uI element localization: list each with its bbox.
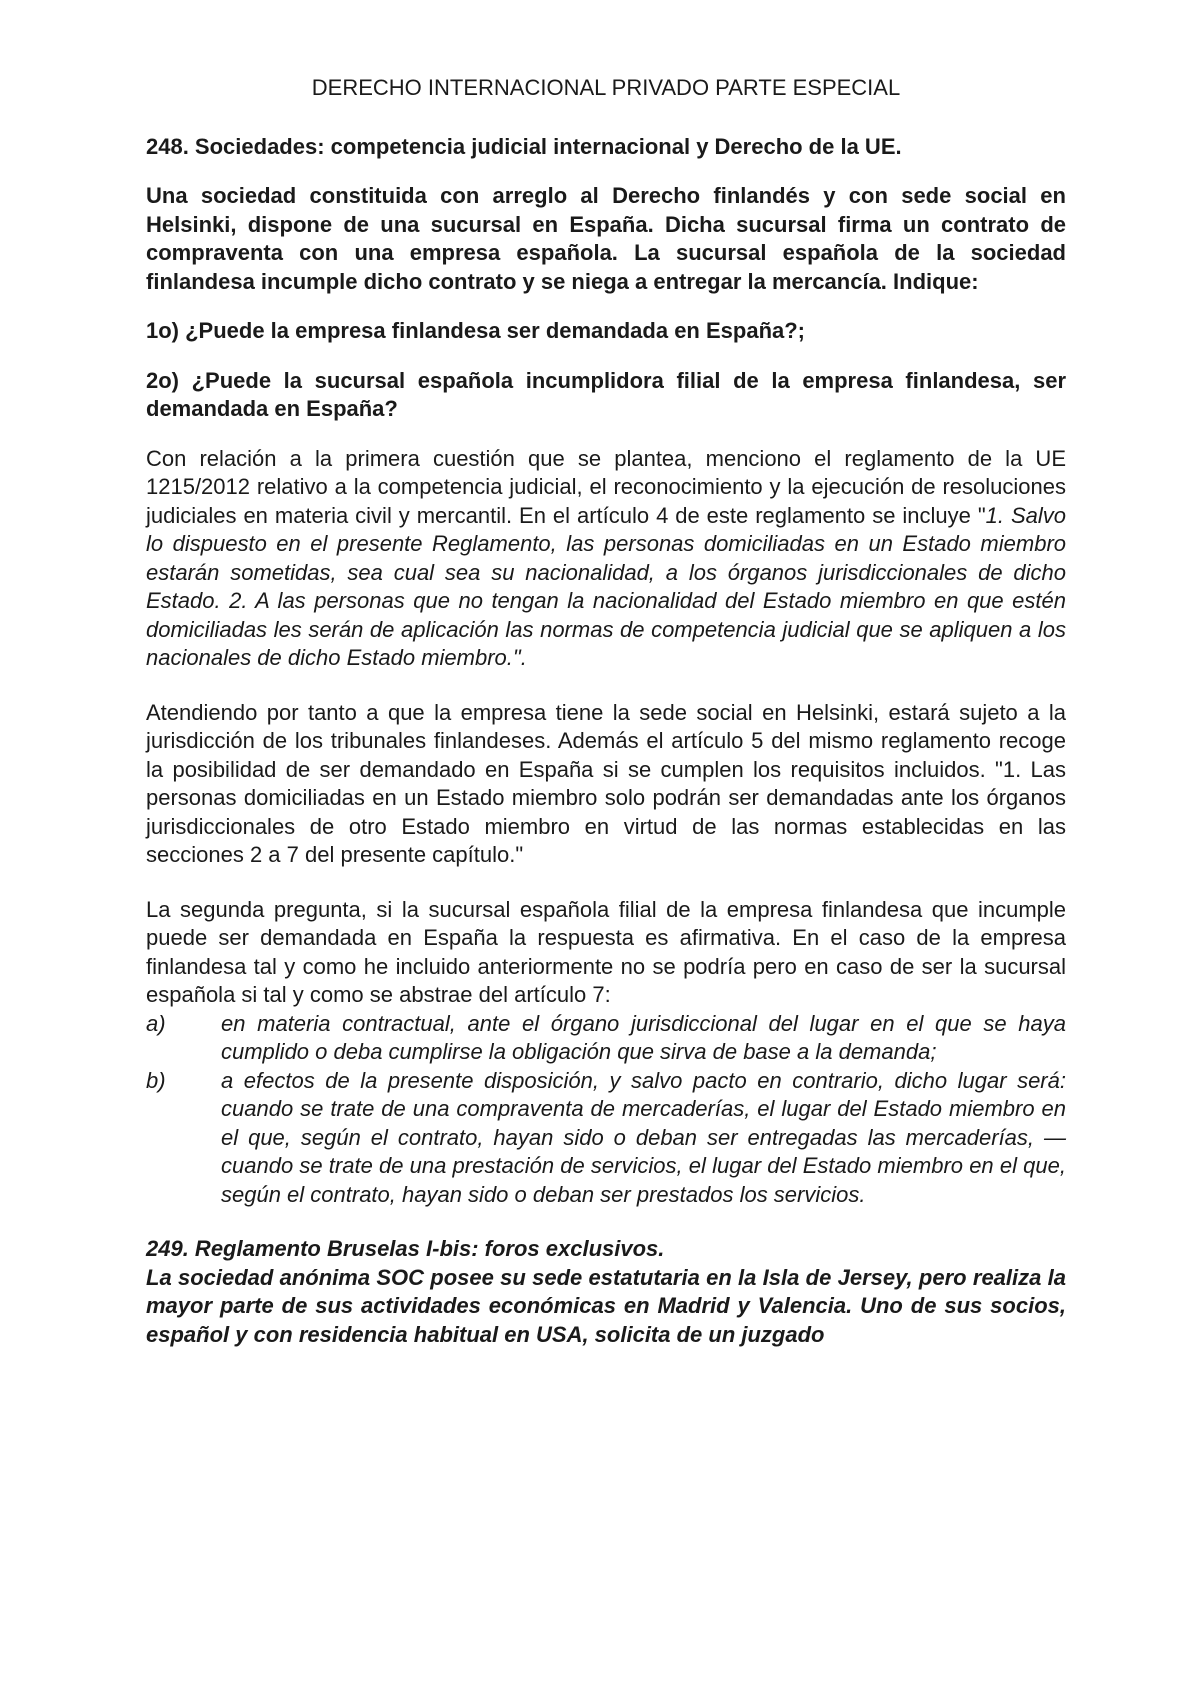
q248-question-1: 1o) ¿Puede la empresa finlandesa ser demandada en España?; bbox=[146, 318, 806, 344]
q249-heading: 249. Reglamento Bruselas I-bis: foros exclusivos. bbox=[146, 1236, 665, 1262]
article-4-quote: 1. Salvo lo dispuesto en el presente Reglamento, las personas domiciliadas en un Estado miembro estarán sometidas, sea cual sea su nacionalidad, a los órganos jurisdiccionales de dicho Estado. 2. A las personas que no tengan la nacionalidad del Estado miembro en que estén domiciliadas les serán de aplicación las normas de competencia judicial que se apliquen a los nacionales de dicho Estado miembro.". bbox=[146, 502, 1066, 671]
list-item-text: a efectos de la presente disposición, y salvo pacto en contrario, dicho lugar será: cuando se trate de una compraventa de mercaderías, el lugar del Estado miembro en el que, según el contrato, hayan sido o deban ser entregadas las mercaderías, — cuando se trate de una prestación de servicios, el lugar del Estado miembro en el que, según el contrato, hayan sido o deban ser prestados los servicios. bbox=[221, 1067, 1066, 1207]
q248-question-2: 2o) ¿Puede la sucursal española incumplidora filial de la empresa finlandesa, ser demandada en España? bbox=[146, 367, 1066, 422]
answer-paragraph-2: Atendiendo por tanto a que la empresa tiene la sede social en Helsinki, estará sujeto a la jurisdicción de los tribunales finlandeses. Además el artículo 5 del mismo reglamento recoge la posibilidad de ser demandado en España si se cumplen los requisitos incluidos. "1. Las personas domiciliadas en un Estado miembro solo podrán ser demandadas ante los órganos jurisdiccionales de otro Estado miembro en virtud de las normas establecidas en las secciones 2 a 7 del presente capítulo." bbox=[146, 699, 1066, 868]
page-title: DERECHO INTERNACIONAL PRIVADO PARTE ESPECIAL bbox=[311, 75, 901, 100]
list-marker: a) bbox=[146, 1010, 166, 1036]
answer-paragraph-1-lead: Con relación a la primera cuestión que se plantea, menciono el reglamento de la UE 1215/2012 relativo a la competencia judicial, el reconocimiento y la ejecución de resoluciones judiciales en materia civil y mercantil. En el artículo 4 de este reglamento se incluye " bbox=[146, 445, 1066, 528]
q248-statement: Una sociedad constituida con arreglo al Derecho finlandés y con sede social en Helsinki, dispone de una sucursal en España. Dicha sucursal firma un contrato de compraventa con una empresa española. La sucursal española de la sociedad finlandesa incumple dicho contrato y se niega a entregar la mercancía. Indique: bbox=[146, 183, 1066, 294]
list-marker: b) bbox=[146, 1067, 166, 1093]
list-item bbox=[146, 1010, 1066, 1067]
q249-statement: La sociedad anónima SOC posee su sede estatutaria en la Isla de Jersey, pero realiza la mayor parte de sus actividades económicas en Madrid y Valencia. Uno de sus socios, español y con residencia habitual en USA, solicita de un juzgado bbox=[146, 1264, 1066, 1347]
q248-heading: 248. Sociedades: competencia judicial internacional y Derecho de la UE. bbox=[146, 133, 902, 159]
answer-paragraph-1 bbox=[146, 445, 1066, 673]
answer-paragraph-3: La segunda pregunta, si la sucursal española filial de la empresa finlandesa que incumple puede ser demandada en España la respuesta es afirmativa. En el caso de la empresa finlandesa tal y como he incluido anteriormente no se podría pero en caso de ser la sucursal española si tal y como se abstrae del artículo 7: bbox=[146, 896, 1066, 1008]
list-item-text: en materia contractual, ante el órgano jurisdiccional del lugar en el que se haya cumplido o deba cumplirse la obligación que sirva de base a la demanda; bbox=[221, 1010, 1066, 1065]
list-item bbox=[146, 1067, 1066, 1210]
